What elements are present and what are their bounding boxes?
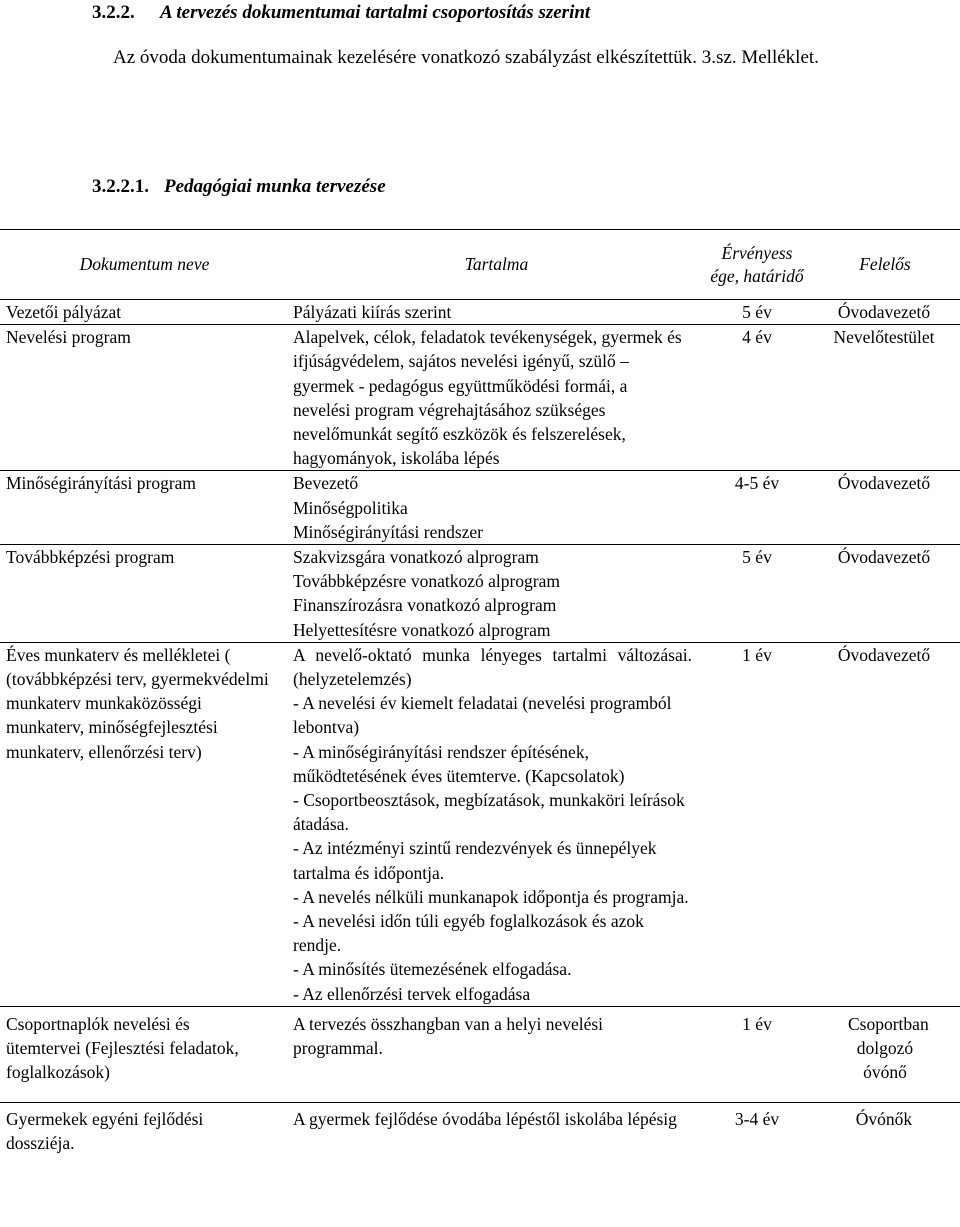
cell-document-name: Csoportnaplók nevelési és ütemtervei (Fejlesztési feladatok, foglalkozások) <box>6 1013 239 1083</box>
cell-validity: 4 év <box>742 327 772 348</box>
table-row <box>0 642 960 1006</box>
table-header-row <box>0 230 960 300</box>
header-document-name: Dokumentum neve <box>79 254 210 274</box>
cell-responsible: Óvodavezető <box>837 302 931 322</box>
cell-responsible: Óvodavezető <box>837 547 931 568</box>
planning-documents-table <box>0 229 960 1155</box>
cell-validity: 5 év <box>742 547 772 568</box>
cell-responsible: Csoportban dolgozó óvónő <box>848 1013 929 1083</box>
cell-responsible: Óvodavezető <box>837 473 931 494</box>
content-line: - A nevelési év kiemelt feladatai (nevelési programból lebontva) <box>293 693 672 738</box>
cell-content: A tervezés összhangban van a helyi nevelési programmal. <box>293 1013 604 1059</box>
subsection-number: 3.2.2.1. <box>92 176 149 197</box>
content-line: - Az intézményi szintű rendezvények és ünnepélyek tartalma és időpontja. <box>293 838 657 883</box>
subsection-title: Pedagógiai munka tervezése <box>164 176 386 197</box>
cell-document-name: Nevelési program <box>6 327 131 348</box>
content-line: - Csoportbeosztások, megbízatások, munkaköri leírások átadása. <box>293 790 685 835</box>
content-line: - A minőségirányítási rendszer építésének, működtetésének éves ütemterve. (Kapcsolatok) <box>293 741 625 786</box>
content-line: - A nevelés nélküli munkanapok időpontja és programja. <box>293 886 689 907</box>
cell-content: A gyermek fejlődése óvodába lépéstől iskolába lépésig <box>293 1108 677 1129</box>
section-heading-3-2-2 <box>92 2 590 24</box>
section-title: A tervezés dokumentumai tartalmi csoportosítás szerint <box>160 2 591 23</box>
cell-validity: 1 év <box>742 1013 772 1034</box>
cell-content <box>289 642 704 1006</box>
content-line: Minőségpolitika <box>293 497 408 518</box>
table-row <box>0 545 960 643</box>
table-row <box>0 1006 960 1102</box>
table-row <box>0 300 960 325</box>
cell-validity: 3-4 év <box>734 1108 780 1129</box>
content-line: Helyettesítésre vonatkozó alprogram <box>293 619 551 640</box>
content-line: Minőségirányítási rendszer <box>293 521 484 542</box>
cell-document-name: Vezetői pályázat <box>6 302 122 322</box>
content-line: Finanszírozásra vonatkozó alprogram <box>293 595 557 616</box>
cell-responsible: Óvodavezető <box>837 644 931 665</box>
cell-validity: 1 év <box>742 644 772 665</box>
header-content: Tartalma <box>464 254 529 274</box>
content-line: A nevelő-oktató munka lényeges tartalmi változásai. (helyzetelemzés) <box>293 644 692 690</box>
content-line: - Az ellenőrzési tervek elfogadása <box>293 983 531 1004</box>
intro-paragraph: Az óvoda dokumentumainak kezelésére vonatkozó szabályzást elkészítettük. 3.sz. Melléklet. <box>113 47 819 68</box>
cell-content: Pályázati kiírás szerint <box>293 302 452 322</box>
cell-responsible: Nevelőtestület <box>833 327 935 348</box>
cell-content <box>289 545 704 643</box>
content-line: Bevezető <box>293 473 359 494</box>
content-line: - A nevelési időn túli egyéb foglalkozások és azok rendje. <box>293 911 644 956</box>
content-line: Továbbképzésre vonatkozó alprogram <box>293 571 561 592</box>
cell-document-name: Minőségirányítási program <box>6 473 197 494</box>
table-row <box>0 1102 960 1155</box>
cell-content <box>289 471 704 545</box>
cell-validity: 5 év <box>742 302 772 322</box>
cell-responsible: Óvónők <box>855 1108 913 1129</box>
content-line: - A minősítés ütemezésének elfogadása. <box>293 959 572 980</box>
header-validity: Érvényess ége, határidő <box>710 242 804 286</box>
table-row <box>0 471 960 545</box>
cell-document-name: Éves munkaterv és mellékletei ( (továbbképzési terv, gyermekvédelmi munkaterv munkaközösségi munkaterv, minőségfejlesztési munkaterv, ellenőrzési terv) <box>6 644 269 762</box>
header-responsible: Felelős <box>859 254 911 274</box>
cell-document-name: Gyermekek egyéni fejlődési dossziéja. <box>6 1108 204 1154</box>
table-row <box>0 325 960 471</box>
section-heading-3-2-2-1 <box>92 176 386 198</box>
cell-content: Alapelvek, célok, feladatok tevékenységek, gyermek és ifjúságvédelem, sajátos nevelési igényű, szülő – gyermek - pedagógus együttműködési formái, a nevelési program végrehajtásához szükséges nevelőmunkát segítő eszközök és felszerelések, hagyományok, iskolába lépés <box>293 327 682 469</box>
content-line: Szakvizsgára vonatkozó alprogram <box>293 547 539 568</box>
cell-document-name: Továbbképzési program <box>6 547 175 568</box>
section-number: 3.2.2. <box>92 2 135 23</box>
cell-validity: 4-5 év <box>734 473 780 494</box>
